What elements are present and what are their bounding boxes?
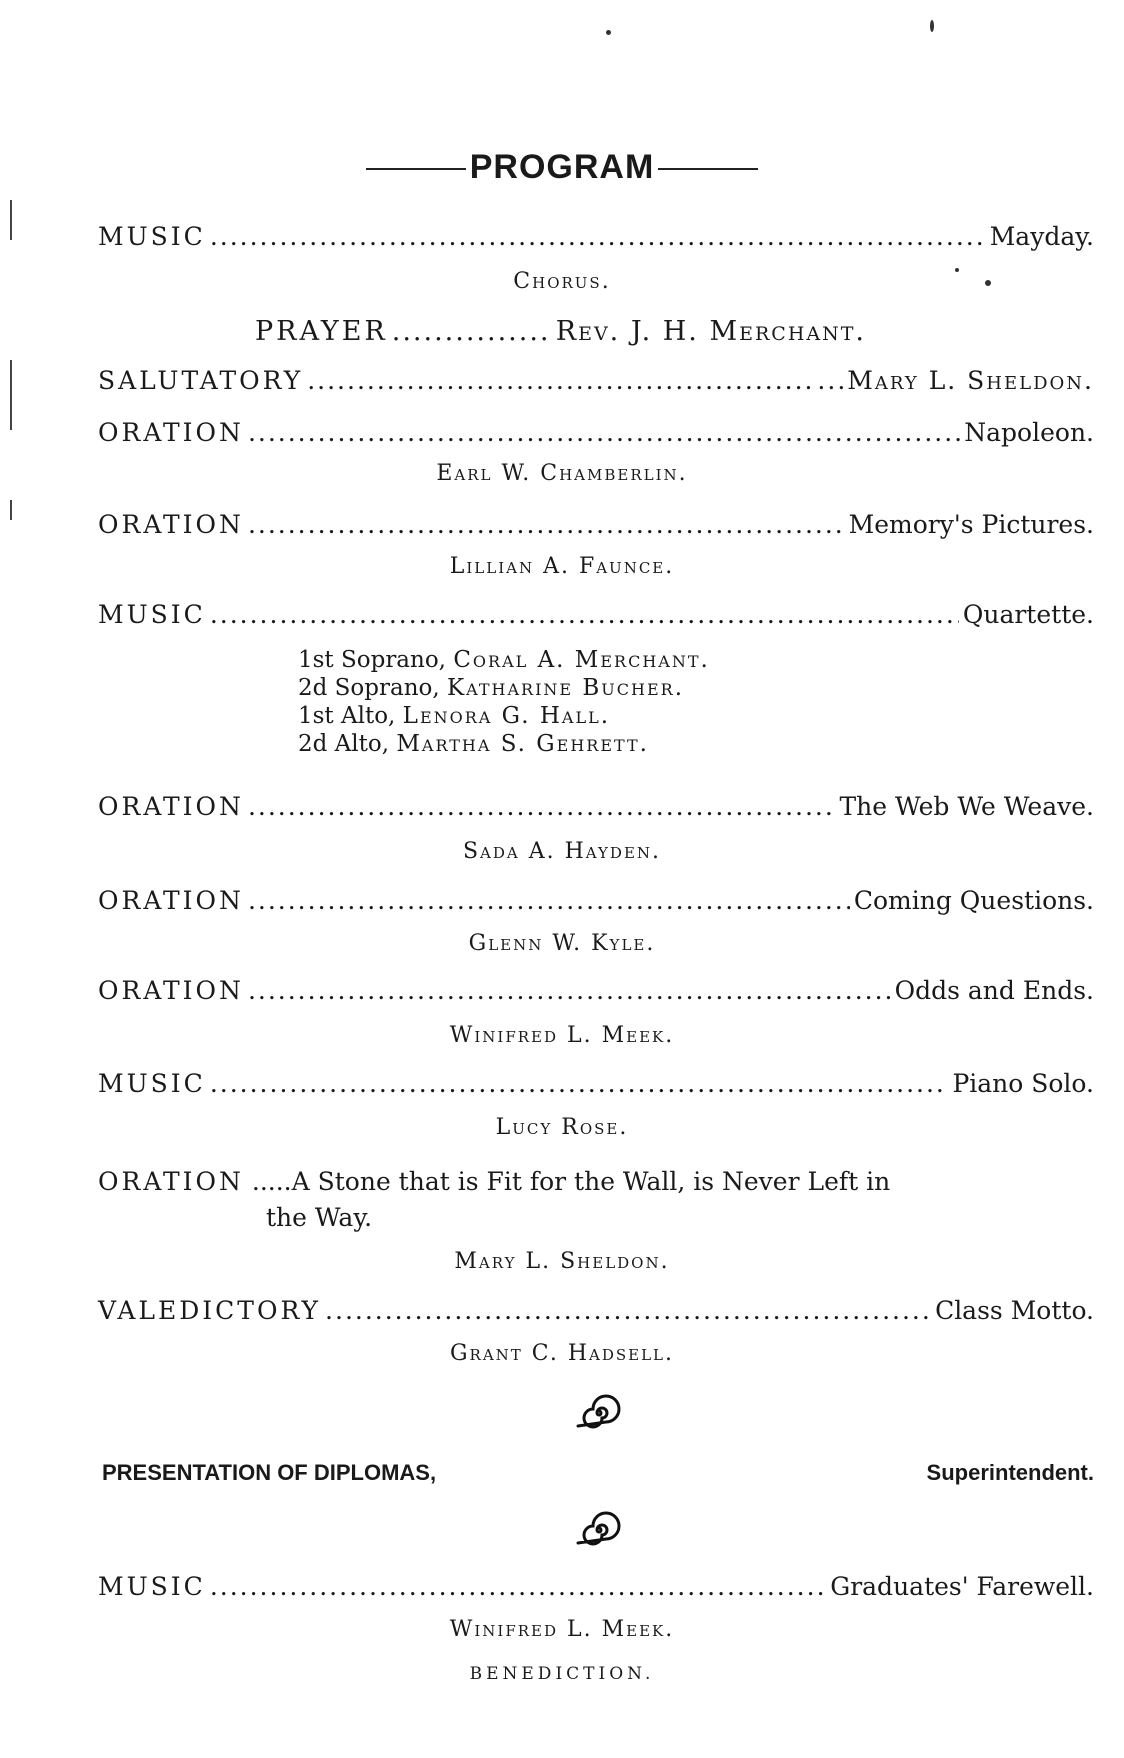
row-value: Rev. J. H. Merchant. (555, 316, 866, 347)
row-label: SALUTATORY (98, 366, 304, 395)
quartet-role: 2d Soprano, (298, 675, 440, 701)
row-value: Napoleon. (964, 418, 1094, 447)
page-title (0, 148, 1124, 187)
program-row-oration-2 (98, 510, 1094, 540)
program-row-oration-1 (98, 418, 1094, 448)
quartet-member (298, 646, 710, 674)
row-label: ORATION (98, 886, 244, 915)
program-row-music-1 (98, 222, 1094, 252)
dot-leader (248, 792, 836, 822)
program-row-salutatory (98, 366, 1094, 396)
dot-leader (248, 886, 850, 916)
row-label: ORATION (98, 418, 244, 447)
row-value: Class Motto. (935, 1296, 1094, 1325)
dot-leader (210, 1069, 949, 1099)
quartet-name: Katharine Bucher. (447, 675, 685, 701)
row-label: MUSIC (98, 1069, 206, 1098)
program-row-oration-3 (98, 792, 1094, 822)
quartet-list (298, 646, 710, 758)
performer-name: Mary L. Sheldon. (454, 1249, 670, 1274)
title-rule-left (366, 168, 466, 170)
title-rule-right (658, 168, 758, 170)
quartet-name: Martha S. Gehrett. (396, 731, 649, 757)
performer-name: Sada A. Hayden. (462, 839, 662, 864)
quartet-role: 2d Alto, (298, 731, 390, 757)
quartet-role: 1st Soprano, (298, 647, 446, 673)
performer-name: Earl W. Chamberlin. (436, 461, 688, 486)
program-row-music-3 (98, 1069, 1094, 1099)
row-label: MUSIC (98, 600, 206, 629)
program-row-prayer (255, 316, 866, 348)
dot-leader (248, 976, 891, 1006)
spiral-ornament-icon (574, 1505, 624, 1555)
row-label: PRESENTATION OF DIPLOMAS, (102, 1460, 437, 1485)
performer-name: Winifred L. Meek. (449, 1023, 675, 1048)
quartet-member (298, 674, 710, 702)
row-label: MUSIC (98, 222, 206, 251)
program-row-oration-5 (98, 976, 1094, 1006)
row-value: Coming Questions. (853, 886, 1094, 915)
program-row-music-2 (98, 600, 1094, 630)
quartet-name: Lenora G. Hall. (402, 703, 611, 729)
scan-edge-mark (10, 360, 12, 430)
scan-edge-mark (10, 500, 12, 520)
row-value-continued: the Way. (266, 1203, 373, 1232)
dot-leader (325, 1296, 931, 1326)
title-text: PROGRAM (469, 148, 655, 186)
row-label: ORATION (98, 510, 244, 539)
scan-speck (930, 20, 934, 32)
program-row-oration-6 (98, 1164, 1094, 1236)
program-row-music-4 (98, 1572, 1094, 1602)
row-label: ORATION (98, 976, 244, 1005)
row-value: Superintendent. (926, 1460, 1094, 1485)
row-value: Mayday. (989, 222, 1094, 251)
row-value: Quartette. (962, 600, 1094, 629)
row-value: Graduates' Farewell. (830, 1572, 1094, 1601)
row-label: ORATION (98, 792, 244, 821)
performer-chorus: Chorus. (513, 269, 611, 294)
row-value: ...Mary L. Sheldon. (817, 366, 1094, 395)
benediction: BENEDICTION. (469, 1664, 655, 1684)
row-value: Piano Solo. (952, 1069, 1094, 1098)
program-row-valedictory (98, 1296, 1094, 1326)
dot-leader (210, 1572, 826, 1602)
performer-name: Glenn W. Kyle. (468, 931, 656, 956)
dot-leader (392, 316, 552, 348)
row-label: ORATION (98, 1167, 244, 1196)
dot-leader (307, 366, 813, 396)
row-value: Memory's Pictures. (848, 510, 1094, 539)
performer-name: Grant C. Hadsell. (449, 1341, 675, 1366)
quartet-role: 1st Alto, (298, 703, 396, 729)
row-label: PRAYER (255, 316, 388, 347)
row-value: .....A Stone that is Fit for the Wall, is Never Left in (243, 1167, 891, 1196)
quartet-name: Coral A. Merchant. (453, 647, 710, 673)
row-label: MUSIC (98, 1572, 206, 1601)
quartet-member (298, 702, 710, 730)
row-label: VALEDICTORY (98, 1296, 322, 1325)
performer-name: Lucy Rose. (495, 1115, 629, 1140)
dot-leader (248, 418, 960, 448)
spiral-ornament-icon (574, 1388, 624, 1438)
scan-edge-mark (10, 200, 12, 240)
row-value: The Web We Weave. (839, 792, 1094, 821)
quartet-member (298, 730, 710, 758)
dot-leader (210, 600, 959, 630)
program-row-oration-4 (98, 886, 1094, 916)
performer-name: Winifred L. Meek. (449, 1617, 675, 1642)
dot-leader (248, 510, 845, 540)
scan-speck (606, 30, 611, 35)
program-row-diplomas (102, 1460, 1094, 1486)
row-value: Odds and Ends. (894, 976, 1094, 1005)
dot-leader (210, 222, 986, 252)
performer-name: Lillian A. Faunce. (449, 554, 675, 579)
